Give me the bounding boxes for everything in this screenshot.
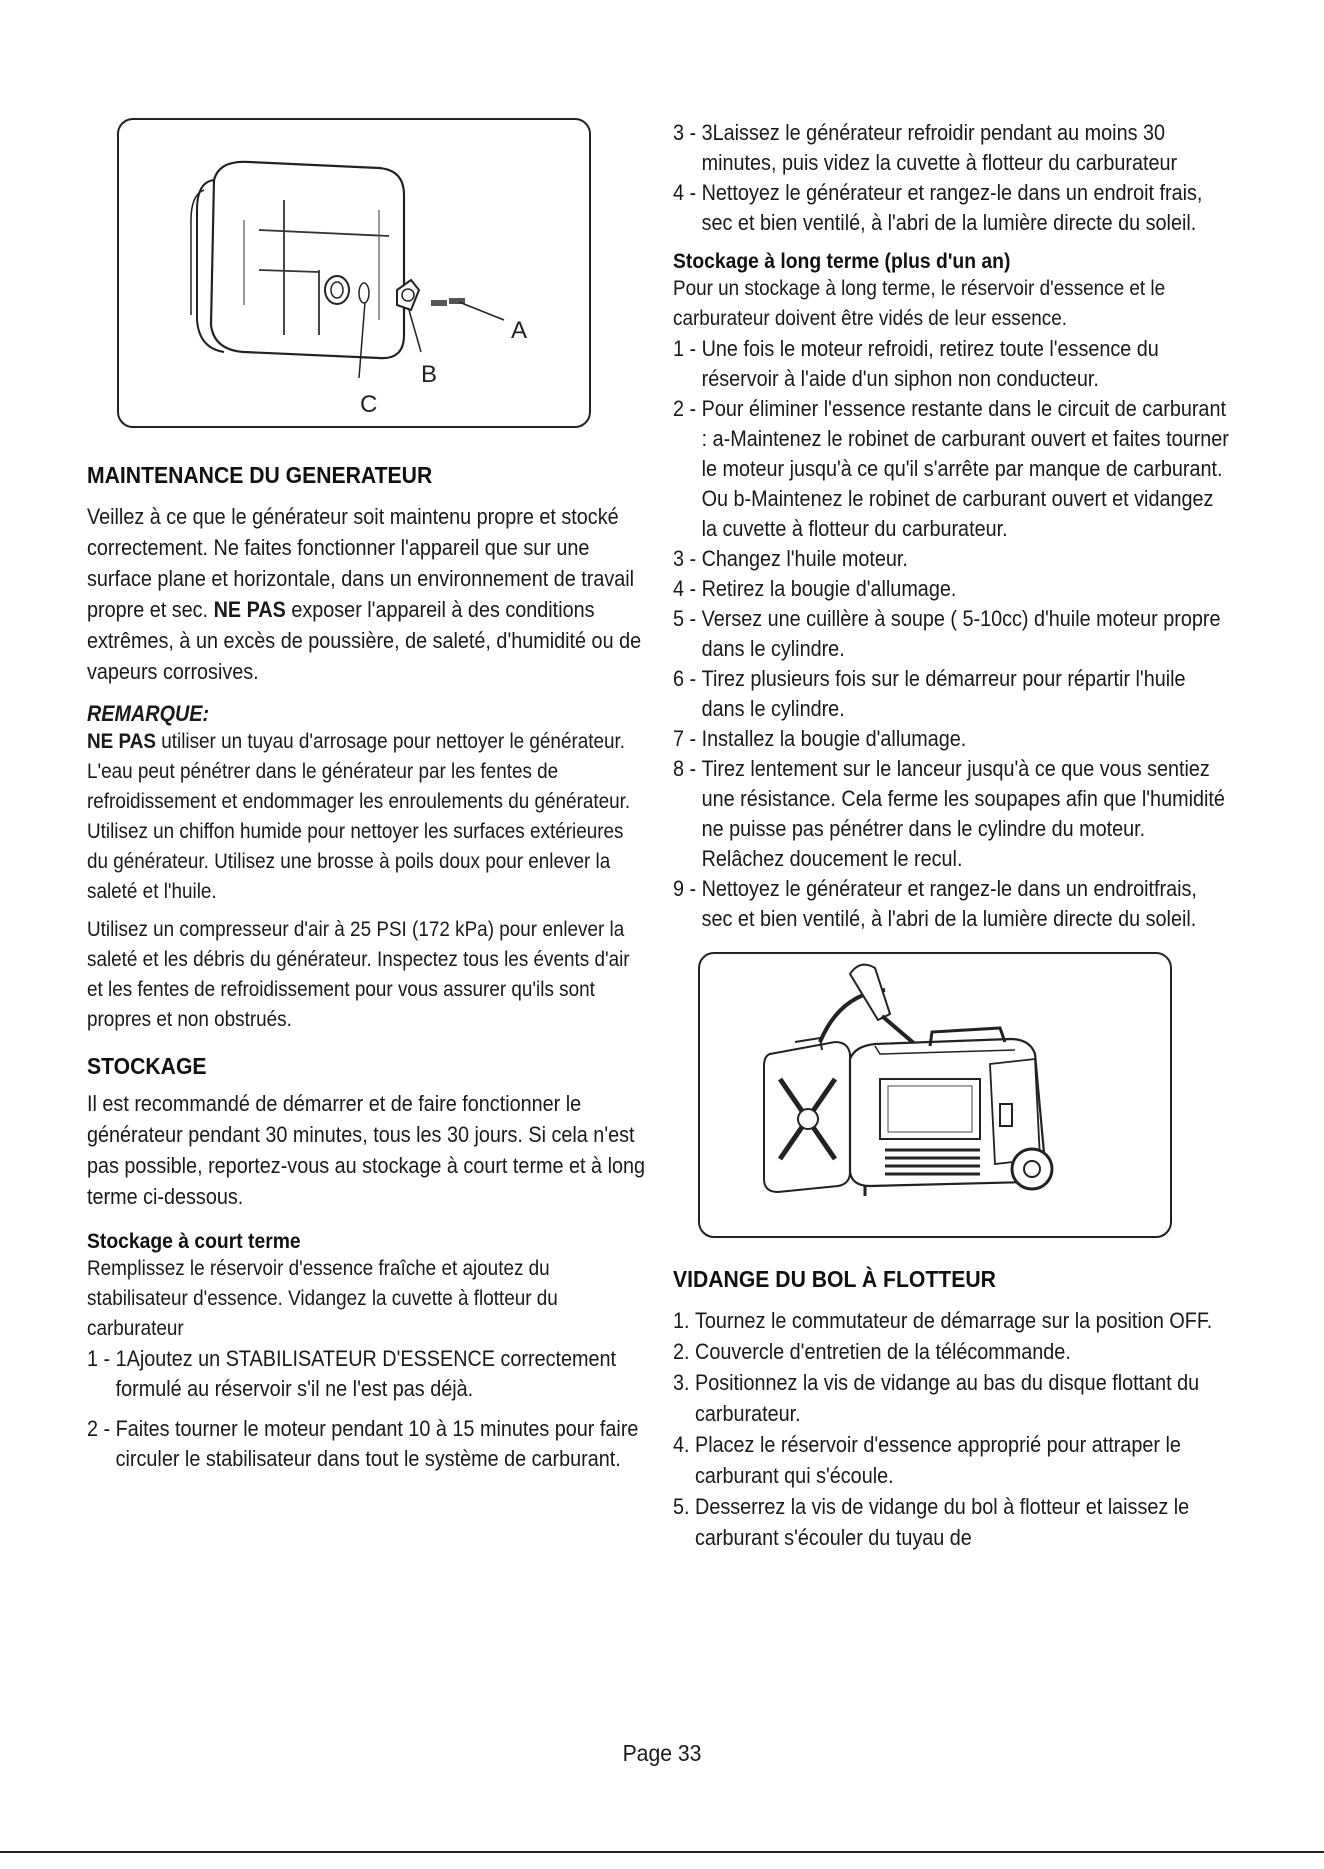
list-item [673, 118, 1232, 178]
item-text: Desserrez la vis de vidange du bol à flotteur et laissez le carburant s'écouler du tuyau de [695, 1494, 1190, 1550]
list-item [673, 1305, 1232, 1336]
item-text: Tirez plusieurs fois sur le démarreur pour répartir l'huile dans le cylindre. [701, 666, 1186, 721]
list-item [673, 1491, 1232, 1553]
maintenance-paragraph [87, 501, 646, 687]
drain-list [673, 1305, 1233, 1553]
compressor-paragraph: Utilisez un compresseur d'air à 25 PSI (172 kPa) pour enlever la saleté et les débris du générateur. Inspectez tous les évents d'air et les fentes de refroidissement pour vous assurer qu'ils sont propres et non obstrués. [87, 918, 630, 1031]
item-number: 5. [673, 1494, 696, 1519]
list-item [673, 664, 1232, 724]
list-item [87, 1344, 646, 1404]
item-text: Tournez le commutateur de démarrage sur la position OFF. [695, 1308, 1213, 1333]
list-item [673, 334, 1232, 394]
maintenance-text: Veillez à ce que le générateur soit maintenu propre et stocké correctement. Ne faites fonctionner l'appareil que sur une surface plane et horizontale, dans un environnement de travail propre et sec. [87, 504, 635, 622]
muffler-figure [117, 118, 591, 428]
item-text: Installez la bougie d'allumage. [701, 726, 967, 751]
item-text: Positionnez la vis de vidange au bas du disque flottant du carburateur. [695, 1370, 1200, 1426]
drain-title: VIDANGE DU BOL À FLOTTEUR [673, 1266, 996, 1292]
right-column [673, 118, 1233, 1553]
page-number: Page 33 [622, 1740, 702, 1766]
generator-fuel-illustration [700, 954, 1170, 1236]
item-number: 7 - [673, 726, 702, 751]
item-number: 4 - [673, 180, 702, 205]
item-text: Nettoyez le générateur et rangez-le dans un endroit frais, sec et bien ventilé, à l'abri de la lumière directe du soleil. [701, 180, 1203, 235]
item-text: Tirez lentement sur le lanceur jusqu'à ce que vous sentiez une résistance. Cela ferme les soupapes afin que l'humidité ne puisse pas pénétrer dans le cylindre du moteur. Relâchez doucement le recul. [701, 756, 1225, 871]
list-item [673, 1429, 1232, 1491]
list-item [673, 544, 1232, 574]
item-number: 3 - [673, 120, 702, 145]
item-number: 2 - [673, 396, 702, 421]
item-text: Versez une cuillère à soupe ( 5-10cc) d'huile moteur propre dans le cylindre. [701, 606, 1221, 661]
item-number: 9 - [673, 876, 702, 901]
list-item [673, 724, 1232, 754]
short-term-intro: Remplissez le réservoir d'essence fraîche et ajoutez du stabilisateur d'essence. Vidangez la cuvette à flotteur du carburateur [87, 1257, 558, 1340]
remark-paragraph [87, 727, 646, 907]
short-term-title: Stockage à court terme [87, 1230, 301, 1253]
bottom-divider [0, 1851, 1324, 1853]
left-column [87, 118, 647, 1474]
list-item [673, 178, 1232, 238]
list-item [673, 1336, 1232, 1367]
remark-text: utiliser un tuyau d'arrosage pour nettoyer le générateur. L'eau peut pénétrer dans le générateur par les fentes de refroidissement et endommager les enroulements du générateur. Utilisez un chiffon humide pour nettoyer les surfaces extérieures du générateur. Utilisez une brosse à poils doux pour enlever la saleté et l'huile. [87, 730, 631, 903]
item-number: 2. [673, 1339, 696, 1364]
item-text: 3Laissez le générateur refroidir pendant au moins 30 minutes, puis videz la cuvette à flotteur du carburateur [701, 120, 1178, 175]
item-number: 4. [673, 1432, 696, 1457]
item-number: 1 - [673, 336, 702, 361]
item-text: 1Ajoutez un STABILISATEUR D'ESSENCE correctement formulé au réservoir s'il ne l'est pas déjà. [115, 1346, 617, 1401]
item-text: Couvercle d'entretien de la télécommande. [695, 1339, 1071, 1364]
remark-title: REMARQUE: [87, 701, 210, 726]
list-item [87, 1414, 646, 1474]
item-number: 5 - [673, 606, 702, 631]
storage-paragraph: Il est recommandé de démarrer et de faire fonctionner le générateur pendant 30 minutes, tous les 30 jours. Si cela n'est pas possible, reportez-vous au stockage à court terme et à long terme ci-dessous. [87, 1091, 646, 1209]
label-b: B [421, 361, 438, 388]
maintenance-text-2: exposer l'appareil à des conditions extrêmes, à un excès de poussière, de saleté, d'humidité ou de vapeurs corrosives. [87, 597, 642, 684]
label-a: A [511, 317, 528, 344]
list-item [673, 574, 1232, 604]
item-number: 3. [673, 1370, 696, 1395]
item-number: 1. [673, 1308, 696, 1333]
long-term-list [673, 334, 1233, 934]
list-item [673, 394, 1232, 544]
label-c: C [360, 391, 378, 418]
item-text: Une fois le moteur refroidi, retirez toute l'essence du réservoir à l'aide d'un siphon non conducteur. [701, 336, 1159, 391]
maintenance-title: MAINTENANCE DU GENERATEUR [87, 462, 433, 488]
long-term-intro: Pour un stockage à long terme, le réservoir d'essence et le carburateur doivent être vidés de leur essence. [673, 277, 1166, 330]
short-term-list-continued [673, 118, 1233, 238]
item-text: Faites tourner le moteur pendant 10 à 15 minutes pour faire circuler le stabilisateur dans tout le système de carburant. [115, 1416, 639, 1471]
item-number: 1 - [87, 1346, 116, 1371]
storage-title: STOCKAGE [87, 1053, 207, 1079]
muffler-illustration [119, 120, 589, 426]
item-number: 4 - [673, 576, 702, 601]
generator-figure [698, 952, 1172, 1238]
item-number: 3 - [673, 546, 702, 571]
item-text: Pour éliminer l'essence restante dans le circuit de carburant : a-Maintenez le robinet de carburant ouvert et faites tourner le moteur jusqu'à ce qu'il s'arrête par manque de carburant. Ou b-Maintenez le robinet de carburant ouvert et vidangez la cuvette à flotteur du carburateur. [701, 396, 1229, 541]
long-term-title: Stockage à long terme (plus d'un an) [673, 250, 1011, 273]
list-item [673, 874, 1232, 934]
list-item [673, 1367, 1232, 1429]
item-number: 8 - [673, 756, 702, 781]
item-number: 6 - [673, 666, 702, 691]
remark-bold: NE PAS [87, 730, 156, 753]
list-item [673, 754, 1232, 874]
maintenance-bold: NE PAS [213, 597, 286, 622]
item-text: Placez le réservoir d'essence approprié pour attraper le carburant qui s'écoule. [695, 1432, 1181, 1488]
short-term-list [87, 1344, 647, 1474]
item-text: Retirez la bougie d'allumage. [701, 576, 957, 601]
item-text: Changez l'huile moteur. [701, 546, 908, 571]
list-item [673, 604, 1232, 664]
item-number: 2 - [87, 1416, 116, 1441]
item-text: Nettoyez le générateur et rangez-le dans un endroitfrais, sec et bien ventilé, à l'abri de la lumière directe du soleil. [701, 876, 1197, 931]
